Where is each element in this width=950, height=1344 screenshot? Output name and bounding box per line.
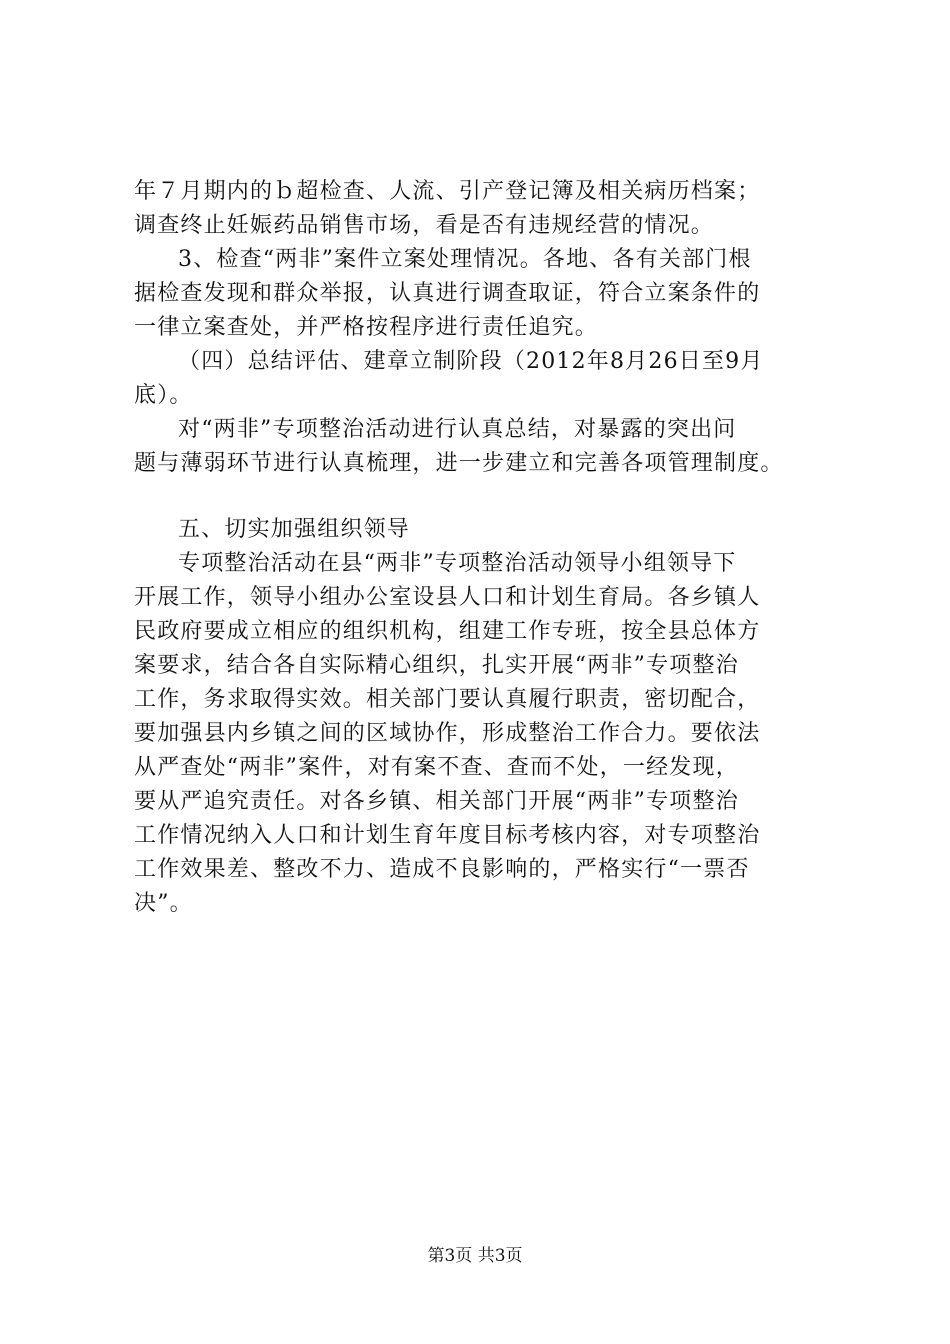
text-line: 要加强县内乡镇之间的区域协作，形成整治工作合力。要依法	[134, 721, 761, 746]
text-line: 调查终止妊娠药品销售市场，看是否有违规经营的情况。	[134, 213, 715, 238]
text-line: 据检查发现和群众举报，认真进行调查取证，符合立案条件的	[134, 281, 761, 306]
text-line: 案要求，结合各自实际精心组织，扎实开展“两非”专项整治	[134, 653, 739, 678]
text-line: 民政府要成立相应的组织机构，组建工作专班，按全县总体方	[134, 619, 761, 644]
section-heading-stage-four: （四）总结评估、建章立制阶段（2012年8月26日至9月	[178, 349, 764, 374]
text-line: 工作，务求取得实效。相关部门要认真履行职责，密切配合，	[134, 687, 761, 712]
text-line: 要从严追究责任。对各乡镇、相关部门开展“两非”专项整治	[134, 789, 739, 814]
document-body	[134, 175, 834, 921]
paragraph-gap	[134, 481, 834, 513]
text-line: 年７月期内的ｂ超检查、人流、引产登记簿及相关病历档案；	[134, 179, 761, 204]
section-heading-five: 五、切实加强组织领导	[178, 517, 411, 542]
paragraph-start: 专项整治活动在县“两非”专项整治活动领导小组领导下	[178, 551, 737, 576]
text-line: 决”。	[134, 891, 193, 916]
text-line: 从严查处“两非”案件，对有案不查、查而不处，一经发现，	[134, 755, 739, 780]
text-line: 底）。	[134, 383, 193, 408]
text-line: 开展工作，领导小组办公室设县人口和计划生育局。各乡镇人	[134, 585, 761, 610]
text-line: 工作效果差、整改不力、造成不良影响的，严格实行“一票否	[134, 857, 750, 882]
page-number-footer: 第3页 共3页	[427, 1246, 523, 1266]
text-line: 题与薄弱环节进行认真梳理，进一步建立和完善各项管理制度。	[134, 451, 784, 476]
text-line: 一律立案查处，并严格按程序进行责任追究。	[134, 315, 599, 340]
paragraph-start: 3、检查“两非”案件立案处理情况。各地、各有关部门根	[178, 247, 752, 272]
text-line: 工作情况纳入人口和计划生育年度目标考核内容，对专项整治	[134, 823, 761, 848]
paragraph-start: 对“两非”专项整治活动进行认真总结，对暴露的突出问	[178, 417, 737, 442]
